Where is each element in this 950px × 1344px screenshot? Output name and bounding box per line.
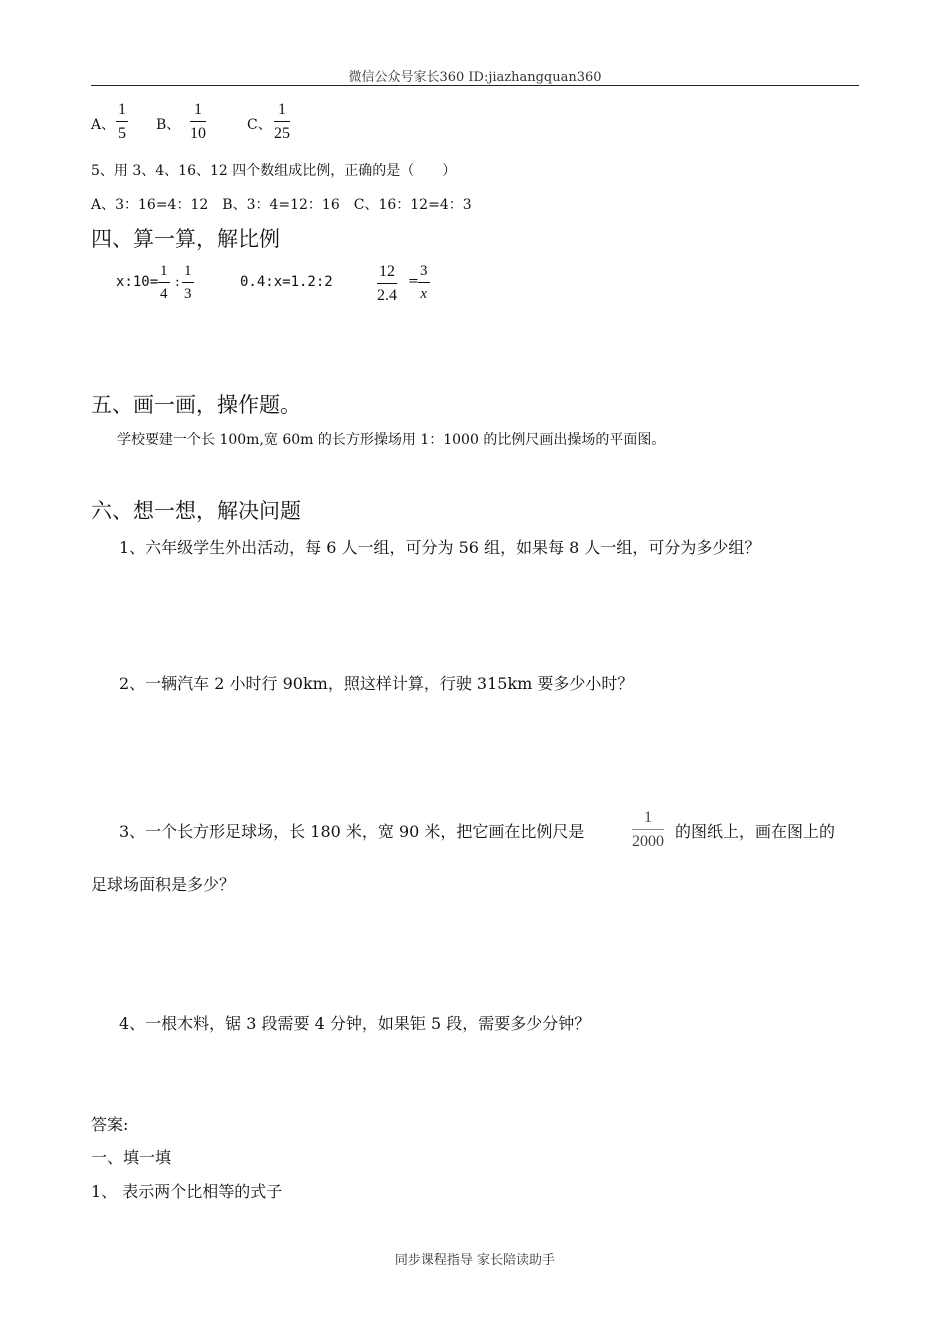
problem-3-part-2: 的图纸上，画在图上的 [675,822,836,841]
page-footer: 同步课程指导 家长陪读助手 [394,1253,556,1268]
fraction-denominator: x [420,286,428,302]
equation-2: 0.4:x=1.2:2 [240,274,333,290]
option-a-fraction [116,102,128,142]
fraction-numerator: 3 [420,263,428,279]
equation-1-prefix: x:10= [116,274,159,290]
equation-3-fraction-2 [418,264,430,302]
option-c-fraction [274,102,290,142]
option-a-label: A、 [91,117,116,133]
fraction-numerator: 1 [160,263,168,279]
answers-section-1: 一、填一填 [91,1148,172,1167]
equation-1-colon: : [175,274,180,290]
section-4-title: 四、算一算，解比例 [91,227,280,251]
option-b-fraction [190,102,206,142]
fraction-denominator: 10 [190,125,206,142]
page-header: 微信公众号家长360 ID:jiazhangquan360 [348,70,602,85]
fraction-denominator: 25 [274,125,290,142]
fraction-numerator: 1 [278,101,286,118]
fraction-denominator: 2000 [632,833,664,850]
fraction-denominator: 4 [160,286,168,302]
problem-4: 4、一根木料，锯 3 段需要 4 分钟，如果钜 5 段，需要多少分钟？ [119,1014,591,1033]
problem-3-part-3: 足球场面积是多少？ [91,875,236,894]
section-6-title: 六、想一想，解决问题 [91,499,301,523]
fraction-numerator: 12 [379,263,395,280]
fraction-numerator: 1 [118,101,126,118]
option-b-label: B、 [156,117,181,133]
fraction-numerator: 1 [184,263,192,279]
section-5-title: 五、画一画，操作题。 [91,393,301,417]
equation-1-fraction-2 [182,264,194,302]
problem-1: 1、六年级学生外出活动，每 6 人一组，可分为 56 组，如果每 8 人一组，可分为多少组？ [119,538,761,557]
fraction-denominator: 5 [118,125,126,142]
question-5-options: A、3：16=4：12 B、3：4=12：16 C、16：12=4：3 [91,197,472,213]
section-5-text: 学校要建一个长 100m,宽 60m 的长方形操场用 1：1000 的比例尺画出操场的平面图。 [117,432,666,448]
option-c-label: C、 [247,117,272,133]
problem-2: 2、一辆汽车 2 小时行 90km，照这样计算，行驶 315km 要多少小时？ [119,674,634,693]
equation-1-fraction-1 [158,264,170,302]
equation-3-fraction-1 [377,264,397,304]
question-5: 5、用 3、4、16、12 四个数组成比例，正确的是（ ） [91,163,457,179]
problem-3-scale-fraction [632,810,664,850]
answers-title: 答案: [91,1115,129,1134]
equation-3-equals: = [408,274,419,289]
fraction-denominator: 2.4 [377,287,397,304]
problem-3-part-1: 3、一个长方形足球场，长 180 米，宽 90 米，把它画在比例尺是 [119,822,585,841]
answers-item-1: 1、 表示两个比相等的式子 [91,1182,283,1201]
header-divider [91,85,859,86]
fraction-numerator: 1 [644,809,652,826]
fraction-denominator: 3 [184,286,192,302]
fraction-numerator: 1 [194,101,202,118]
